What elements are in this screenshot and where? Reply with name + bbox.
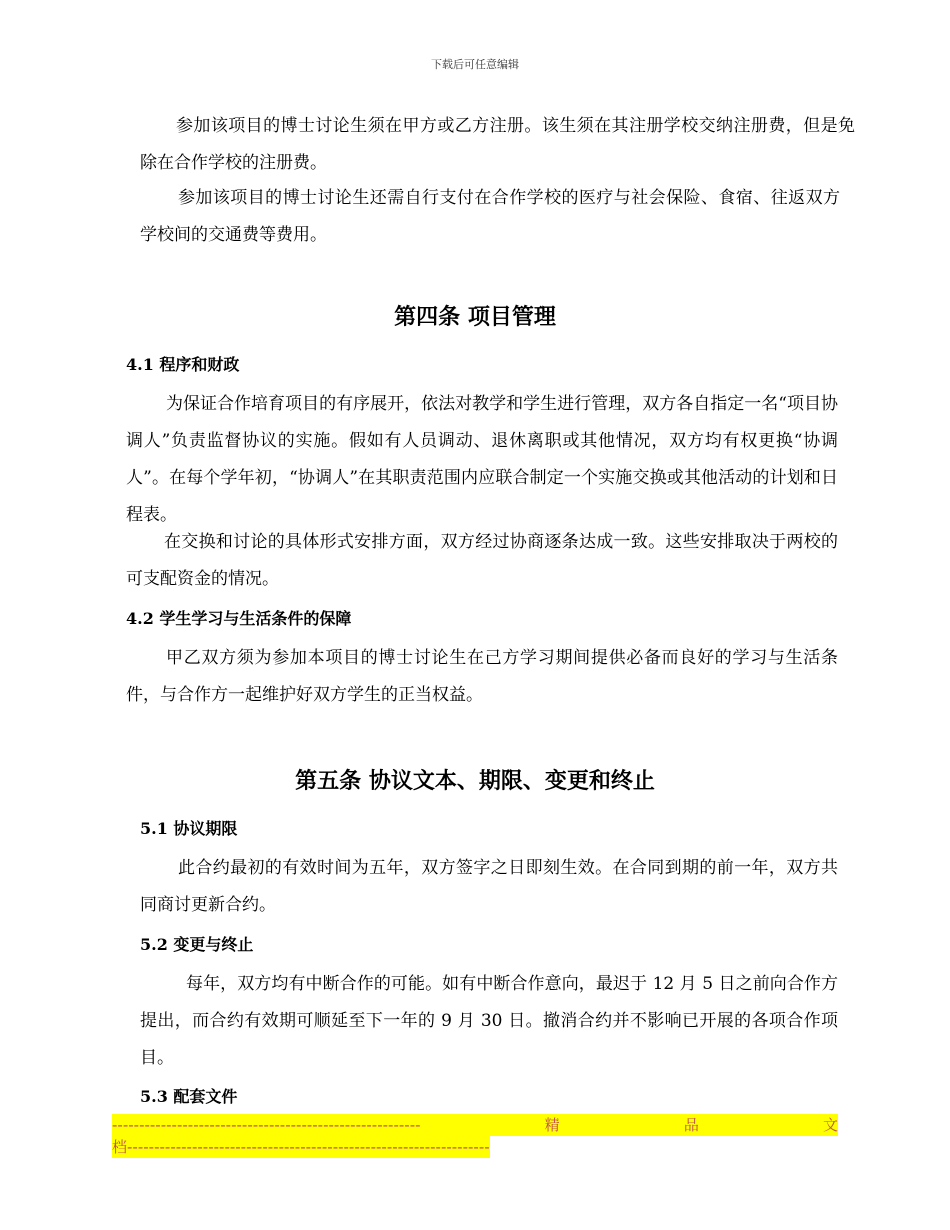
intro-paragraph-1: 参加该项目的博士讨论生须在甲方或乙方注册。该生须在其注册学校交纳注册费，但是免除在合作学校的注册费。 bbox=[140, 116, 855, 173]
section-4-2-paragraph-1: 甲乙双方须为参加本项目的博士讨论生在己方学习期间提供必备而良好的学习与生活条件，与合作方一起维护好双方学生的正当权益。 bbox=[126, 648, 838, 705]
section-5-2-title: 5.2 变更与终止 bbox=[140, 935, 254, 954]
section-4-1-title: 4.1 程序和财政 bbox=[126, 355, 240, 374]
footer-banner-line-1 bbox=[112, 1114, 838, 1136]
article-5-title: 第五条 协议文本、期限、变更和终止 bbox=[295, 768, 655, 794]
section-5-2-paragraph-1: 每年，双方均有中断合作的可能。如有中断合作意向，最迟于 12 月 5 日之前向合作方提出，而合约有效期可顺延至下一年的 9 月 30 日。撤消合约并不影响已开展的各项合作项目。 bbox=[140, 974, 838, 1068]
footer-dashes-right: ------------------------------------------------------------------- bbox=[127, 1138, 490, 1156]
footer-char-wen: 文 bbox=[822, 1116, 838, 1134]
footer-char-pin: 品 bbox=[683, 1116, 699, 1134]
section-4-1-paragraph-1: 为保证合作培育项目的有序展开，依法对教学和学生进行管理，双方各自指定一名“项目协调人”负责监督协议的实施。假如有人员调动、退休离职或其他情况，双方均有权更换“协调人”。在每个学年初，“协调人”在其职责范围内应联合制定一个实施交换或其他活动的计划和日程表。 bbox=[126, 394, 838, 525]
section-4-1-paragraph-2: 在交换和讨论的具体形式安排方面，双方经过协商逐条达成一致。这些安排取决于两校的可支配资金的情况。 bbox=[126, 532, 838, 589]
section-5-1-paragraph-1: 此合约最初的有效时间为五年，双方签字之日即刻生效。在合同到期的前一年，双方共同商讨更新合约。 bbox=[140, 858, 838, 915]
section-4-2-title: 4.2 学生学习与生活条件的保障 bbox=[126, 609, 352, 628]
article-4-title: 第四条 项目管理 bbox=[394, 304, 556, 330]
footer-banner bbox=[112, 1114, 838, 1164]
footer-char-dang: 档 bbox=[112, 1138, 128, 1156]
section-5-1-title: 5.1 协议期限 bbox=[140, 819, 238, 838]
footer-dashes-left: --------------------------------------------------------- bbox=[112, 1116, 421, 1134]
section-5-3-title: 5.3 配套文件 bbox=[140, 1087, 238, 1106]
intro-paragraph-2: 参加该项目的博士讨论生还需自行支付在合作学校的医疗与社会保险、食宿、往返双方学校间的交通费等费用。 bbox=[140, 188, 840, 245]
page-header-note: 下载后可任意编辑 bbox=[431, 58, 519, 71]
footer-char-jing: 精 bbox=[544, 1116, 560, 1134]
footer-banner-line-2 bbox=[112, 1136, 490, 1158]
